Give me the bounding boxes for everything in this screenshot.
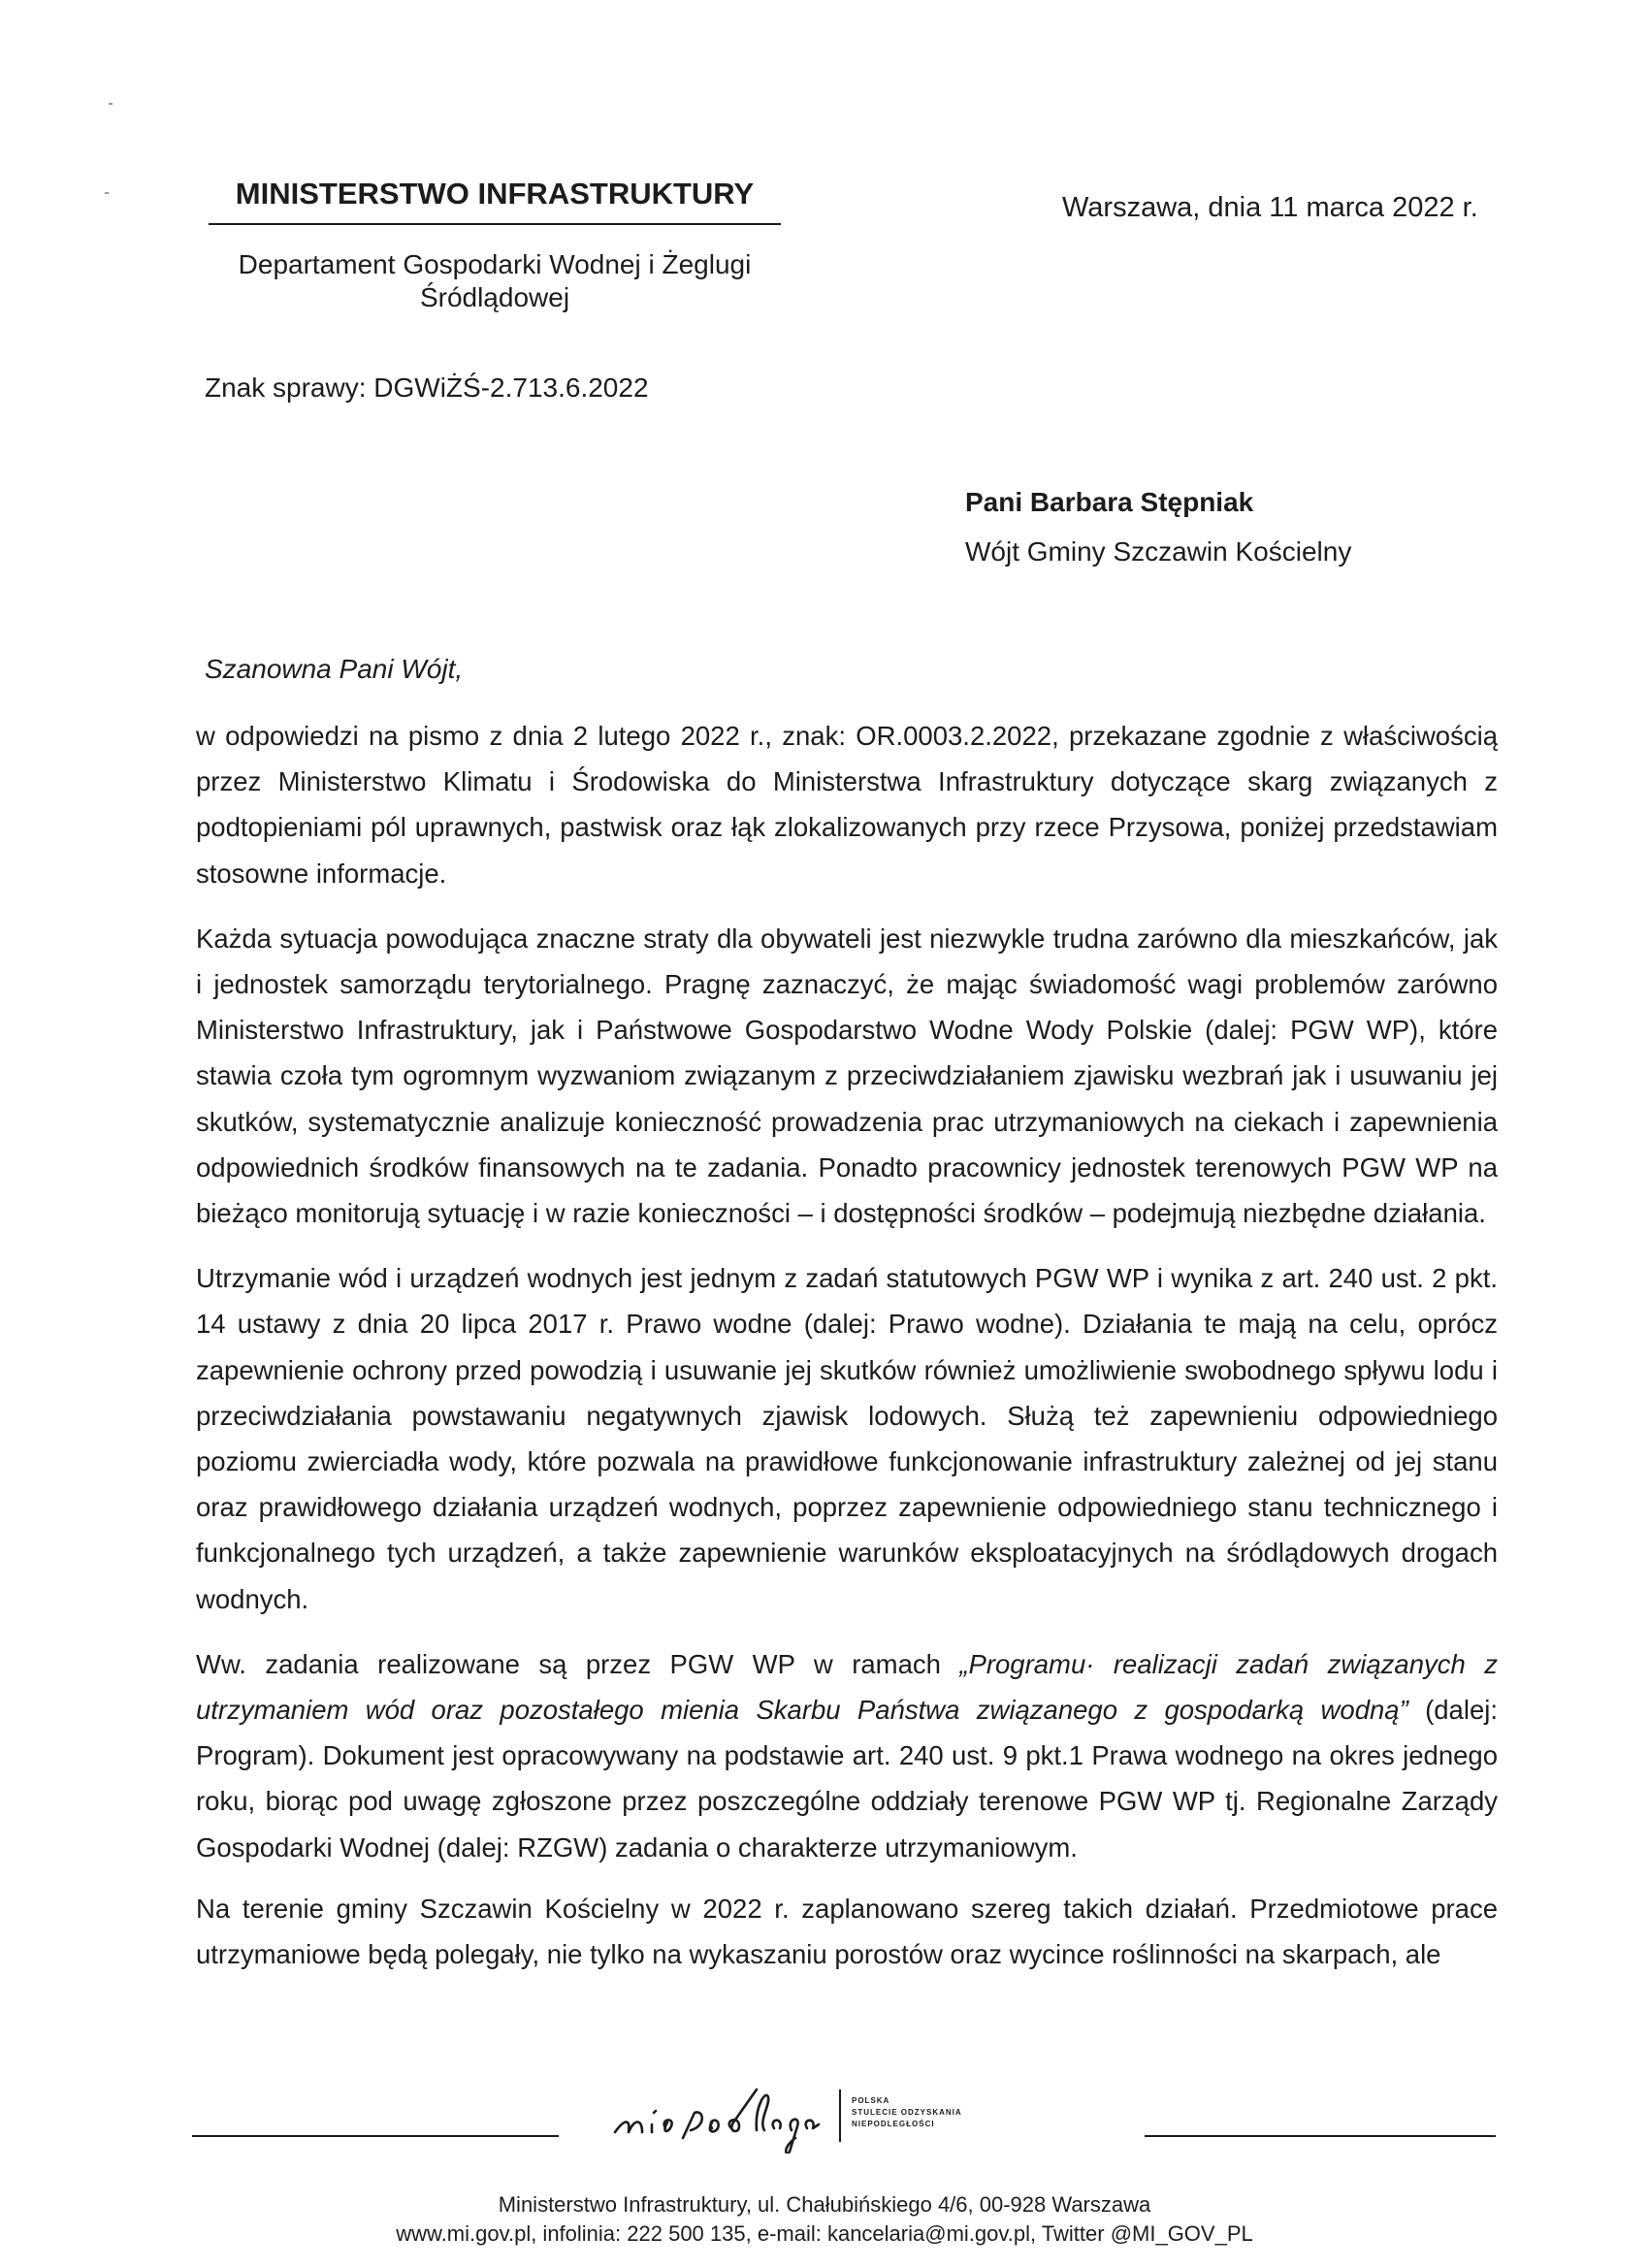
footer-divider-right [1145,2135,1496,2137]
svg-text:POLSKA: POLSKA [852,2096,890,2105]
salutation: Szanowna Pani Wójt, [205,654,464,684]
body-paragraph: Utrzymanie wód i urządzeń wodnych jest jednym z zadań statutowych PGW WP i wynika z art. 240 ust. 2 pkt. 14 ustawy z dnia 20 lipca 2017 r. Prawo wodne (dalej: Prawo wodne). Działania te mają na celu, oprócz zapewnienie ochrony przed powodzią i usuwanie jej skutków również umożliwienie swobodnego spływu lodu i przeciwdziałania powstawaniu negatywnych zjawisk lodowych. Służą też zapewnieniu odpowiedniego poziomu zwierciadła wody, które pozwala na prawidłowe funkcjonowanie infrastruktury zależnej od jej stanu oraz prawidłowego działania urządzeń wodnych, poprzez zapewnienie odpowiedniego stanu technicznego i funkcjonalnego tych urządzeń, a także zapewnienie warunków eksploatacyjnych na śródlądowych drogach wodnych. [196,1263,1498,1614]
svg-text:STULECIE ODZYSKANIA: STULECIE ODZYSKANIA [852,2108,962,2117]
svg-text:NIEPODLEGŁOŚCI: NIEPODLEGŁOŚCI [852,2120,935,2128]
body-paragraph [196,1641,1498,1870]
footer-divider-left [192,2135,559,2137]
footer-address: Ministerstwo Infrastruktury, ul. Chałubińskiego 4/6, 00-928 Warszawa [498,2192,1151,2217]
footer-contact: www.mi.gov.pl, infolinia: 222 500 135, e-mail: kancelaria@mi.gov.pl, Twitter @MI_GOV_PL [396,2221,1253,2246]
independence-logo [611,2076,1116,2154]
body-paragraph: Każda sytuacja powodująca znaczne straty dla obywateli jest niezwykle trudna zarówno dla mieszkańców, jak i jednostek samorządu terytorialnego. Pragnę zaznaczyć, że mając świadomość wagi problemów zarówno Ministerstwo Infrastruktury, jak i Państwowe Gospodarstwo Wodne Wody Polskie (dalej: PGW WP), które stawia czoła tym ogromnym wyzwaniom związanym z przeciwdziałaniem zjawisku wezbrań jak i usuwaniu jej skutków, systematycznie analizuje konieczność prowadzenia prac utrzymaniowych na ciekach i zapewnienia odpowiednich środków finansowych na te zadania. Ponadto pracownicy jednostek terenowych PGW WP na bieżąco monitorują sytuację i w razie konieczności – i dostępności środków – podejmują niezbędne działania. [196,923,1498,1229]
program-title: „Programu· realizacji zadań związanych z utrzymaniem wód oraz pozostałego mienia Skarbu Państwa związanego z gospodarką wodną” [196,1648,1498,1726]
case-reference: Znak sprawy: DGWiŻŚ-2.713.6.2022 [205,373,649,403]
recipient-name: Pani Barbara Stępniak [965,487,1254,517]
paragraph-text: Ww. zadania realizowane są przez PGW WP w ramach [196,1648,960,1679]
scan-speck [109,103,113,105]
scan-speck [105,192,109,194]
recipient-title: Wójt Gminy Szczawin Kościelny [965,536,1352,567]
ministry-name: MINISTERSTWO INFRASTRUKTURY [209,177,781,225]
department-name: Departament Gospodarki Wodnej i Żeglugi Śródlądowej [238,249,752,312]
paragraph-text: (dalej: Program). Dokument jest opracowywany na podstawie art. 240 ust. 9 pkt.1 Prawa wodnego na okres jednego roku, biorąc pod uwagę zgłoszone przez poszczególne oddziały terenowe PGW WP tj. Regionalne Zarządy Gospodarki Wodnej (dalej: RZGW) zadania o charakterze utrzymaniowym. [196,1695,1498,1863]
body-paragraph: w odpowiedzi na pismo z dnia 2 lutego 2022 r., znak: OR.0003.2.2022, przekazane zgodnie z właściwością przez Ministerstwo Klimatu i Środowiska do Ministerstwa Infrastruktury dotyczące skarg związanych z podtopieniami pól uprawnych, pastwisk oraz łąk zlokalizowanych przy rzece Przysowa, poniżej przedstawiam stosowne informacje. [196,721,1498,889]
letter-body [196,713,1498,1996]
dateline: Warszawa, dnia 11 marca 2022 r. [1062,192,1478,223]
body-paragraph: Na terenie gminy Szczawin Kościelny w 2022 r. zaplanowano szereg takich działań. Przedmiotowe prace utrzymaniowe będą polegały, nie tylko na wykaszaniu porostów oraz wycince roślinności na skarpach, ale [196,1893,1498,1970]
